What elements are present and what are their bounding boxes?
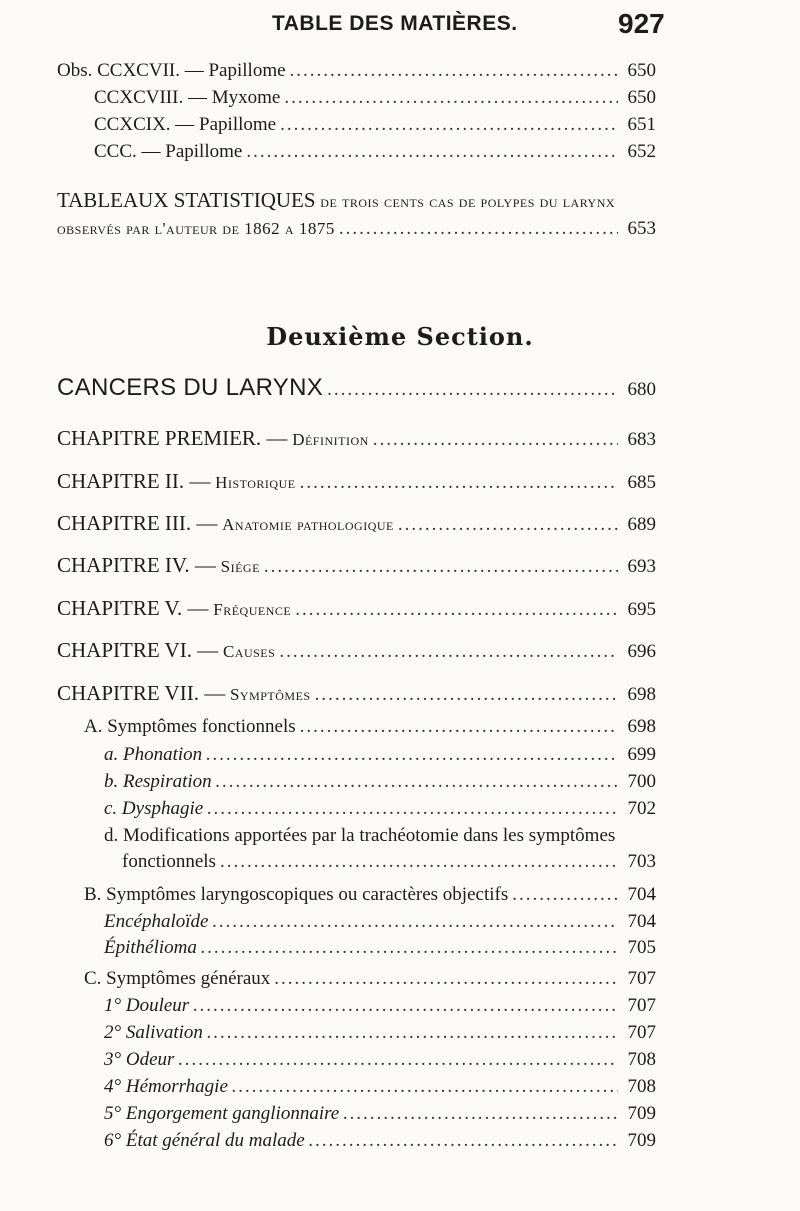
entry-label: 1° Douleur xyxy=(104,995,190,1016)
entry-label: Épithélioma xyxy=(104,937,197,958)
toc-entry xyxy=(57,218,656,240)
entry-label: b. Respiration xyxy=(104,771,212,792)
entry-page: 709 xyxy=(627,1103,656,1124)
entry-page: 650 xyxy=(627,60,656,81)
entry-page: 698 xyxy=(627,684,656,705)
dot-leader xyxy=(300,716,618,738)
entry-page: 708 xyxy=(627,1076,656,1097)
chapter-entry xyxy=(57,469,656,494)
chapter-label: CHAPITRE PREMIER. — xyxy=(57,426,288,450)
chapter-title: Anatomie pathologique xyxy=(222,515,394,534)
toc-subentry xyxy=(104,1022,656,1044)
toc-subentry xyxy=(104,798,656,820)
toc-subentry xyxy=(84,716,656,738)
chapter-label: CHAPITRE V. — xyxy=(57,596,209,620)
dot-leader xyxy=(207,798,618,820)
entry-page: 651 xyxy=(627,114,656,135)
toc-entry xyxy=(57,374,656,402)
dot-leader xyxy=(206,744,618,766)
entry-page: 653 xyxy=(627,218,656,239)
entry-page: 650 xyxy=(627,87,656,108)
chapter-label: CHAPITRE VI. — xyxy=(57,638,219,662)
dot-leader xyxy=(178,1049,618,1071)
dot-leader xyxy=(373,429,618,451)
entry-page: 705 xyxy=(627,937,656,958)
dot-leader xyxy=(315,684,618,706)
entry-label: 4° Hémorrhagie xyxy=(104,1076,228,1097)
entry-label: Obs. CCXCVII. — Papillome xyxy=(57,60,286,81)
chapter-label: CHAPITRE VII. — xyxy=(57,681,226,705)
entry-label: C. Symptômes généraux xyxy=(84,968,271,989)
entry-page: 689 xyxy=(627,514,656,535)
toc-entry xyxy=(57,60,656,82)
dot-leader xyxy=(220,851,618,873)
dot-leader xyxy=(295,599,618,621)
toc-subentry xyxy=(104,771,656,793)
entry-page: 680 xyxy=(627,379,656,400)
dot-leader xyxy=(300,472,618,494)
section-heading: Deuxième Section. xyxy=(266,322,534,351)
dot-leader xyxy=(246,141,618,163)
toc-entry xyxy=(94,141,656,163)
toc-subentry xyxy=(104,744,656,766)
chapter-entry xyxy=(57,553,656,578)
chapter-label: CHAPITRE III. — xyxy=(57,511,218,535)
dot-leader xyxy=(339,218,618,240)
toc-subentry xyxy=(104,1130,656,1152)
chapter-title: Fréquence xyxy=(213,600,292,619)
chapter-title: Définition xyxy=(292,430,369,449)
entry-label: 5° Engorgement ganglionnaire xyxy=(104,1103,340,1124)
toc-subentry xyxy=(104,1076,656,1098)
chapter-label: CHAPITRE II. — xyxy=(57,469,211,493)
chapter-title: Historique xyxy=(215,473,296,492)
entry-label: 2° Salivation xyxy=(104,1022,203,1043)
entry-label: c. Dysphagie xyxy=(104,798,204,819)
dot-leader xyxy=(280,114,618,136)
toc-subentry xyxy=(84,884,656,906)
toc-subentry xyxy=(104,911,656,933)
dot-leader xyxy=(232,1076,618,1098)
dot-leader xyxy=(201,937,618,959)
chapter-entry xyxy=(57,638,656,663)
toc-subentry xyxy=(104,1049,656,1071)
entry-page: 707 xyxy=(627,968,656,989)
tableaux-heading: TABLEAUX STATISTIQUES xyxy=(57,188,316,212)
entry-page: 683 xyxy=(627,429,656,450)
toc-subentry xyxy=(104,995,656,1017)
toc-subentry xyxy=(84,968,656,990)
toc-subentry xyxy=(104,825,615,847)
chapter-label: CHAPITRE IV. — xyxy=(57,553,216,577)
entry-label: 3° Odeur xyxy=(104,1049,175,1070)
toc-entry xyxy=(94,114,656,136)
entry-page: 702 xyxy=(627,798,656,819)
tableaux-line-1 xyxy=(57,188,615,213)
entry-label: d. Modifications apportées par la trachéotomie dans les symptômes xyxy=(104,825,616,846)
entry-page: 707 xyxy=(627,995,656,1016)
entry-label: fonctionnels xyxy=(122,851,216,872)
page-number: 927 xyxy=(618,8,665,39)
entry-label: CCXCVIII. — Myxome xyxy=(94,87,281,108)
dot-leader xyxy=(343,1103,618,1125)
entry-page: 700 xyxy=(627,771,656,792)
toc-entry xyxy=(94,87,656,109)
dot-leader xyxy=(207,1022,618,1044)
dot-leader xyxy=(264,556,618,578)
dot-leader xyxy=(309,1130,618,1152)
entry-page: 704 xyxy=(627,911,656,932)
entry-page: 707 xyxy=(627,1022,656,1043)
chapter-entry xyxy=(57,596,656,621)
chapter-title: Symptômes xyxy=(229,685,311,704)
dot-leader xyxy=(274,968,618,990)
entry-label: B. Symptômes laryngoscopiques ou caractères objectifs xyxy=(84,884,509,905)
dot-leader xyxy=(212,911,618,933)
dot-leader xyxy=(193,995,618,1017)
entry-page: 693 xyxy=(627,556,656,577)
chapter-title: Siége xyxy=(220,557,260,576)
entry-label: A. Symptômes fonctionnels xyxy=(84,716,296,737)
entry-page: 709 xyxy=(627,1130,656,1151)
entry-page: 708 xyxy=(627,1049,656,1070)
entry-page: 698 xyxy=(627,716,656,737)
entry-page: 685 xyxy=(627,472,656,493)
chapter-entry xyxy=(57,426,656,451)
dot-leader xyxy=(327,379,618,401)
running-header xyxy=(0,8,800,48)
entry-label: observés par l'auteur de 1862 a 1875 xyxy=(57,219,335,238)
entry-label: CCXCIX. — Papillome xyxy=(94,114,277,135)
dot-leader xyxy=(398,514,618,536)
toc-subentry xyxy=(104,937,656,959)
entry-label: Encéphaloïde xyxy=(104,911,209,932)
entry-page: 703 xyxy=(627,851,656,872)
dot-leader xyxy=(216,771,618,793)
tableaux-subtitle: de trois cents cas de polypes du larynx xyxy=(320,192,616,211)
toc-subentry xyxy=(122,851,656,873)
toc-subentry xyxy=(104,1103,656,1125)
header-title: TABLE DES MATIÈRES. xyxy=(272,12,518,35)
dot-leader xyxy=(284,87,618,109)
entry-label: 6° État général du malade xyxy=(104,1130,305,1151)
entry-page: 695 xyxy=(627,599,656,620)
dot-leader xyxy=(290,60,618,82)
chapter-title: Causes xyxy=(222,642,276,661)
entry-page: 699 xyxy=(627,744,656,765)
dot-leader xyxy=(279,641,618,663)
entry-label: CCC. — Papillome xyxy=(94,141,243,162)
chapter-entry xyxy=(57,681,656,706)
entry-page: 704 xyxy=(627,884,656,905)
entry-page: 652 xyxy=(627,141,656,162)
entry-label: CANCERS DU LARYNX xyxy=(57,374,324,401)
dot-leader xyxy=(512,884,618,906)
chapter-entry xyxy=(57,511,656,536)
entry-label: a. Phonation xyxy=(104,744,203,765)
entry-page: 696 xyxy=(627,641,656,662)
